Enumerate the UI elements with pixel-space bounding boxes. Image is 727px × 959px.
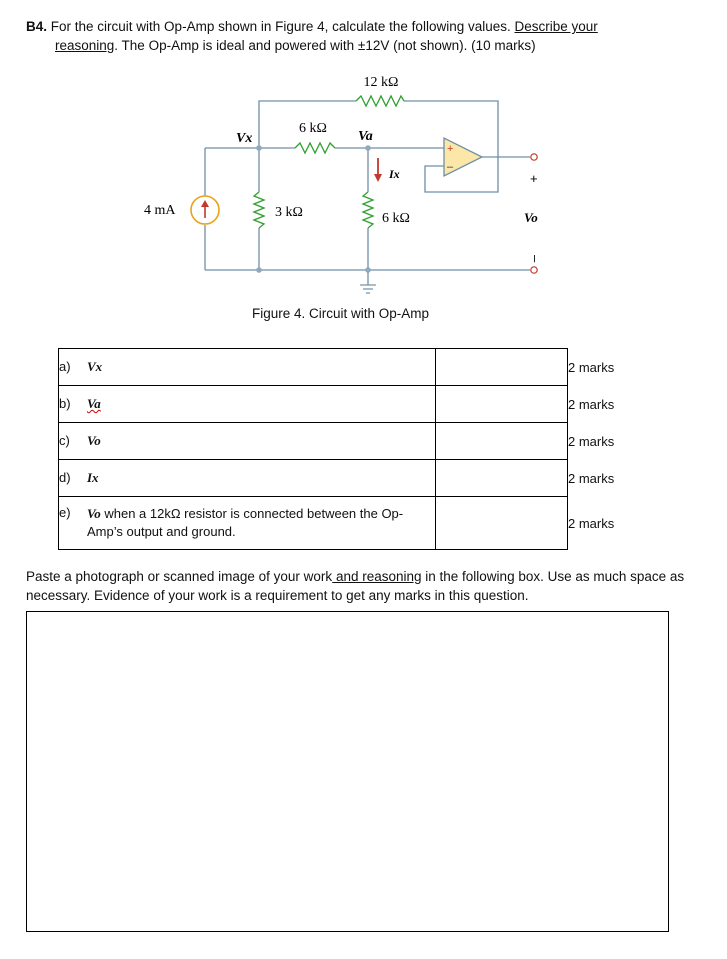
label-r-vx: 3 kΩ xyxy=(275,205,303,220)
part-var: Ix xyxy=(87,470,99,485)
part-var: Vo xyxy=(87,506,101,521)
part-label: e) xyxy=(59,505,71,520)
paste-text-2: and reasoning xyxy=(332,569,422,584)
table-row xyxy=(59,349,669,386)
paste-instructions xyxy=(26,567,686,605)
figure-caption: Figure 4. Circuit with Op-Amp xyxy=(252,306,430,321)
marks-text: 2 marks xyxy=(568,433,615,449)
label-node-va: Va xyxy=(358,129,373,144)
answer-cell[interactable] xyxy=(436,497,568,550)
label-vo: Vo xyxy=(524,210,538,225)
describe-text: Describe your xyxy=(514,19,598,34)
label-node-vx: Vx xyxy=(236,131,253,146)
marks-text: 2 marks xyxy=(568,515,615,531)
part-label: c) xyxy=(59,433,70,448)
label-r-series: 6 kΩ xyxy=(299,121,327,136)
paste-text-1: Paste a photograph or scanned image of your work xyxy=(26,569,333,584)
marks-text: 2 marks xyxy=(568,470,615,486)
answer-cell[interactable] xyxy=(436,460,568,497)
opamp-minus: – xyxy=(447,161,454,173)
answer-cell[interactable] xyxy=(436,386,568,423)
part-var: Va xyxy=(87,396,101,411)
parts-table xyxy=(58,348,669,550)
table-row xyxy=(59,497,669,550)
question-rest: . The Op-Amp is ideal and powered with ±12V (not shown). (10 marks) xyxy=(114,38,536,53)
label-source: 4 mA xyxy=(144,203,176,218)
part-desc: when a 12kΩ resistor is connected between the Op-Amp’s output and ground. xyxy=(87,506,404,539)
marks-text: 2 marks xyxy=(568,359,615,375)
part-label: a) xyxy=(59,359,71,374)
table-row xyxy=(59,423,669,460)
table-row xyxy=(59,386,669,423)
reasoning-text: reasoning xyxy=(55,38,115,53)
answer-cell[interactable] xyxy=(436,423,568,460)
label-r-top: 12 kΩ xyxy=(363,75,399,90)
question-intro: For the circuit with Op-Amp shown in Figure 4, calculate the following values. xyxy=(50,19,511,34)
label-plus: + xyxy=(530,171,538,186)
marks-text: 2 marks xyxy=(568,396,615,412)
question-number: B4. xyxy=(26,19,48,34)
label-minus: – xyxy=(528,255,543,263)
part-var: Vx xyxy=(87,359,103,374)
part-var: Vo xyxy=(87,433,101,448)
part-label: d) xyxy=(59,470,71,485)
label-r-va: 6 kΩ xyxy=(382,211,410,226)
opamp-plus: + xyxy=(447,143,454,155)
circuit-diagram xyxy=(0,60,727,310)
work-upload-box[interactable] xyxy=(26,611,669,932)
part-label: b) xyxy=(59,396,71,411)
label-ix: Ix xyxy=(389,167,400,181)
table-row xyxy=(59,460,669,497)
question-text xyxy=(26,17,686,55)
answer-cell[interactable] xyxy=(436,349,568,386)
paste-text-3: in the following box. Use as much space as necessary. Evidence of your work is a requirement to get any marks in this question. xyxy=(26,569,685,603)
